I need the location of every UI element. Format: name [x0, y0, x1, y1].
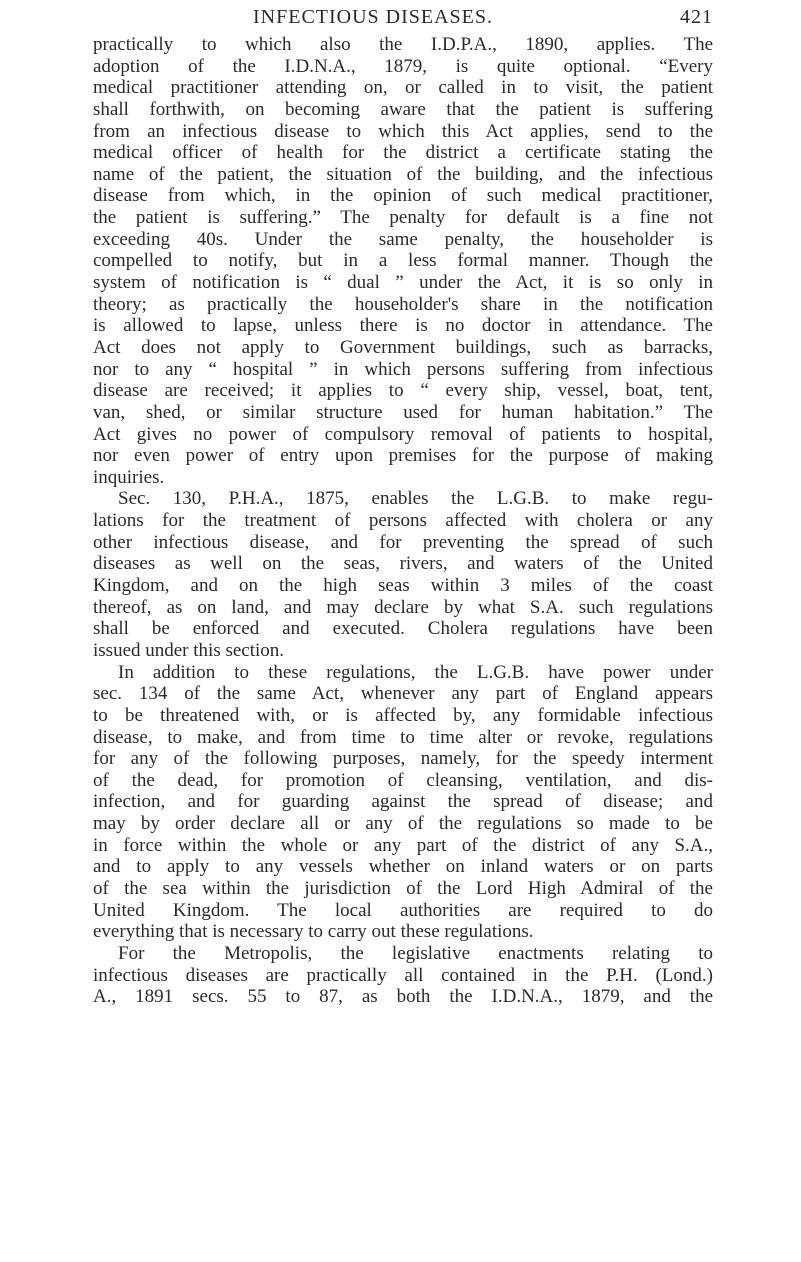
page-body-text [93, 34, 713, 1008]
running-header [93, 6, 713, 34]
text-line: disease from which, in the opinion of such medical practitioner, [93, 185, 713, 207]
text-line: diseases as well on the seas, rivers, and waters of the United [93, 553, 713, 575]
text-line: lations for the treatment of persons affected with cholera or any [93, 510, 713, 532]
text-line: from an infectious disease to which this Act applies, send to the [93, 120, 713, 142]
text-line: medical practitioner attending on, or called in to visit, the patient [93, 77, 713, 99]
text-line: Kingdom, and on the high seas within 3 miles of the coast [93, 575, 713, 597]
text-line: In addition to these regulations, the L.G.B. have power under [118, 661, 713, 683]
text-line: theory; as practically the householder's share in the notification [93, 293, 713, 315]
text-line: of the dead, for promotion of cleansing, ventilation, and dis- [93, 769, 713, 791]
text-line: the patient is suffering.” The penalty for default is a fine not [93, 207, 713, 229]
text-line: medical officer of health for the district a certificate stating the [93, 142, 713, 164]
text-line: For the Metropolis, the legislative enactments relating to [118, 942, 713, 964]
text-line: everything that is necessary to carry out these regulations. [93, 921, 534, 943]
text-line: infection, and for guarding against the spread of disease; and [93, 791, 713, 813]
text-line: van, shed, or similar structure used for human habitation.” The [93, 401, 713, 423]
text-line: infectious diseases are practically all contained in the P.H. (Lond.) [93, 964, 713, 986]
text-line: for any of the following purposes, namely, for the speedy interment [93, 748, 713, 770]
text-line: compelled to notify, but in a less formal manner. Though the [93, 250, 713, 272]
text-line: shall forthwith, on becoming aware that the patient is suffering [93, 98, 713, 120]
text-line: disease are received; it applies to “ every ship, vessel, boat, tent, [93, 380, 713, 402]
text-line: Act does not apply to Government buildings, such as barracks, [93, 336, 713, 358]
text-line: sec. 134 of the same Act, whenever any part of England appears [93, 683, 713, 705]
page-number: 421 [680, 6, 713, 28]
text-line: nor to any “ hospital ” in which persons suffering from infectious [93, 358, 713, 380]
text-line: United Kingdom. The local authorities are required to do [93, 899, 713, 921]
text-line: may by order declare all or any of the regulations so made to be [93, 813, 713, 835]
text-line: nor even power of entry upon premises for the purpose of making [93, 445, 713, 467]
text-line: Act gives no power of compulsory removal of patients to hospital, [93, 423, 713, 445]
text-line: A., 1891 secs. 55 to 87, as both the I.D.N.A., 1879, and the [93, 986, 713, 1008]
text-line: to be threatened with, or is affected by, any formidable infectious [93, 704, 713, 726]
text-line: in force within the whole or any part of the district of any S.A., [93, 834, 713, 856]
running-title: INFECTIOUS DISEASES. [253, 6, 494, 28]
text-line: and to apply to any vessels whether on inland waters or on parts [93, 856, 713, 878]
text-line: inquiries. [93, 466, 165, 488]
text-line: exceeding 40s. Under the same penalty, the householder is [93, 228, 713, 250]
text-line: is allowed to lapse, unless there is no doctor in attendance. The [93, 315, 713, 337]
text-line: disease, to make, and from time to time alter or revoke, regulations [93, 726, 713, 748]
text-line: practically to which also the I.D.P.A., 1890, applies. The [93, 34, 713, 55]
text-line: issued under this section. [93, 639, 285, 661]
text-line: other infectious disease, and for preventing the spread of such [93, 531, 713, 553]
text-line: adoption of the I.D.N.A., 1879, is quite optional. “Every [93, 55, 713, 77]
text-line: Sec. 130, P.H.A., 1875, enables the L.G.B. to make regu- [118, 488, 713, 510]
text-line: name of the patient, the situation of the building, and the infectious [93, 163, 713, 185]
text-line: thereof, as on land, and may declare by what S.A. such regulations [93, 596, 713, 618]
text-line: shall be enforced and executed. Cholera regulations have been [93, 618, 713, 640]
text-line: system of notification is “ dual ” under the Act, it is so only in [93, 272, 713, 294]
text-line: of the sea within the jurisdiction of the Lord High Admiral of the [93, 877, 713, 899]
